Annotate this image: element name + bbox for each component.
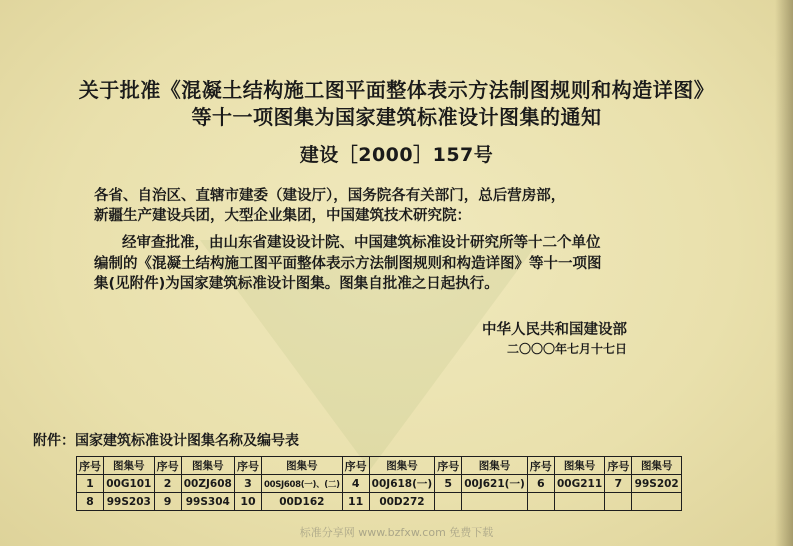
table-header-cell: 序号 xyxy=(527,457,554,475)
table-header-cell: 图集号 xyxy=(369,457,435,475)
atlas-number-table xyxy=(76,456,682,511)
table-cell: 99S203 xyxy=(104,493,155,511)
table-cell: 6 xyxy=(527,475,554,493)
document-number: 建设［2000］157号 xyxy=(299,144,494,166)
recipients-line-1: 各省、自治区、直辖市建委（建设厅），国务院各有关部门，总后营房部， xyxy=(94,188,566,204)
appendix-title: 附件：国家建筑标准设计图集名称及编号表 xyxy=(33,433,299,449)
table-header-cell: 序号 xyxy=(154,457,181,475)
table-cell: 1 xyxy=(77,475,104,493)
table-cell: 00SJ608(一)、(二) xyxy=(261,475,342,493)
table-header-cell: 序号 xyxy=(342,457,369,475)
table-cell: 5 xyxy=(435,475,462,493)
table-cell: 10 xyxy=(234,493,261,511)
table-row xyxy=(77,493,682,511)
table-cell: 00G211 xyxy=(554,475,605,493)
table-header-cell: 图集号 xyxy=(104,457,155,475)
table-cell: 00D162 xyxy=(261,493,342,511)
table-header-cell: 序号 xyxy=(435,457,462,475)
table-cell: 00D272 xyxy=(369,493,435,511)
table-cell: 7 xyxy=(605,475,632,493)
table-row xyxy=(77,475,682,493)
issue-date: 二〇〇〇年七月十七日 xyxy=(507,342,628,356)
table-cell xyxy=(605,493,632,511)
table-cell: 00J621(一) xyxy=(462,475,528,493)
table-cell: 3 xyxy=(234,475,261,493)
table-cell: 9 xyxy=(154,493,181,511)
table-cell xyxy=(632,493,682,511)
table-header-row xyxy=(77,457,682,475)
table-cell: 8 xyxy=(77,493,104,511)
table-cell: 99S202 xyxy=(632,475,682,493)
table-cell: 00G101 xyxy=(104,475,155,493)
table-header-cell: 图集号 xyxy=(554,457,605,475)
table-cell xyxy=(554,493,605,511)
table-header-cell: 图集号 xyxy=(462,457,528,475)
body-paragraph-line-3: 集(见附件)为国家建筑标准设计图集。图集自批准之日起执行。 xyxy=(94,276,499,292)
site-watermark: 标准分享网 www.bzfxw.com 免费下载 xyxy=(299,526,494,539)
table-header-cell: 图集号 xyxy=(261,457,342,475)
notice-title-line-2: 等十一项图集为国家建筑标准设计图集的通知 xyxy=(191,105,602,129)
table-header-cell: 图集号 xyxy=(632,457,682,475)
table-cell xyxy=(462,493,528,511)
table-cell xyxy=(527,493,554,511)
table-cell: 00ZJ608 xyxy=(181,475,234,493)
body-paragraph-line-2: 编制的《混凝土结构施工图平面整体表示方法制图规则和构造详图》等十一项图 xyxy=(94,256,602,272)
table-cell: 99S304 xyxy=(181,493,234,511)
table-header-cell: 图集号 xyxy=(181,457,234,475)
table-cell: 00J618(一) xyxy=(369,475,435,493)
recipients-line-2: 新疆生产建设兵团，大型企业集团，中国建筑技术研究院： xyxy=(94,208,471,224)
table-header-cell: 序号 xyxy=(605,457,632,475)
table-header-cell: 序号 xyxy=(234,457,261,475)
table-cell: 2 xyxy=(154,475,181,493)
table-cell: 11 xyxy=(342,493,369,511)
body-paragraph-line-1: 经审查批准，由山东省建设设计院、中国建筑标准设计研究所等十二个单位 xyxy=(122,235,601,251)
table-cell xyxy=(435,493,462,511)
table-header-cell: 序号 xyxy=(77,457,104,475)
notice-title-line-1: 关于批准《混凝土结构施工图平面整体表示方法制图规则和构造详图》 xyxy=(78,78,715,102)
table-cell: 4 xyxy=(342,475,369,493)
issuer-signature: 中华人民共和国建设部 xyxy=(482,322,627,338)
